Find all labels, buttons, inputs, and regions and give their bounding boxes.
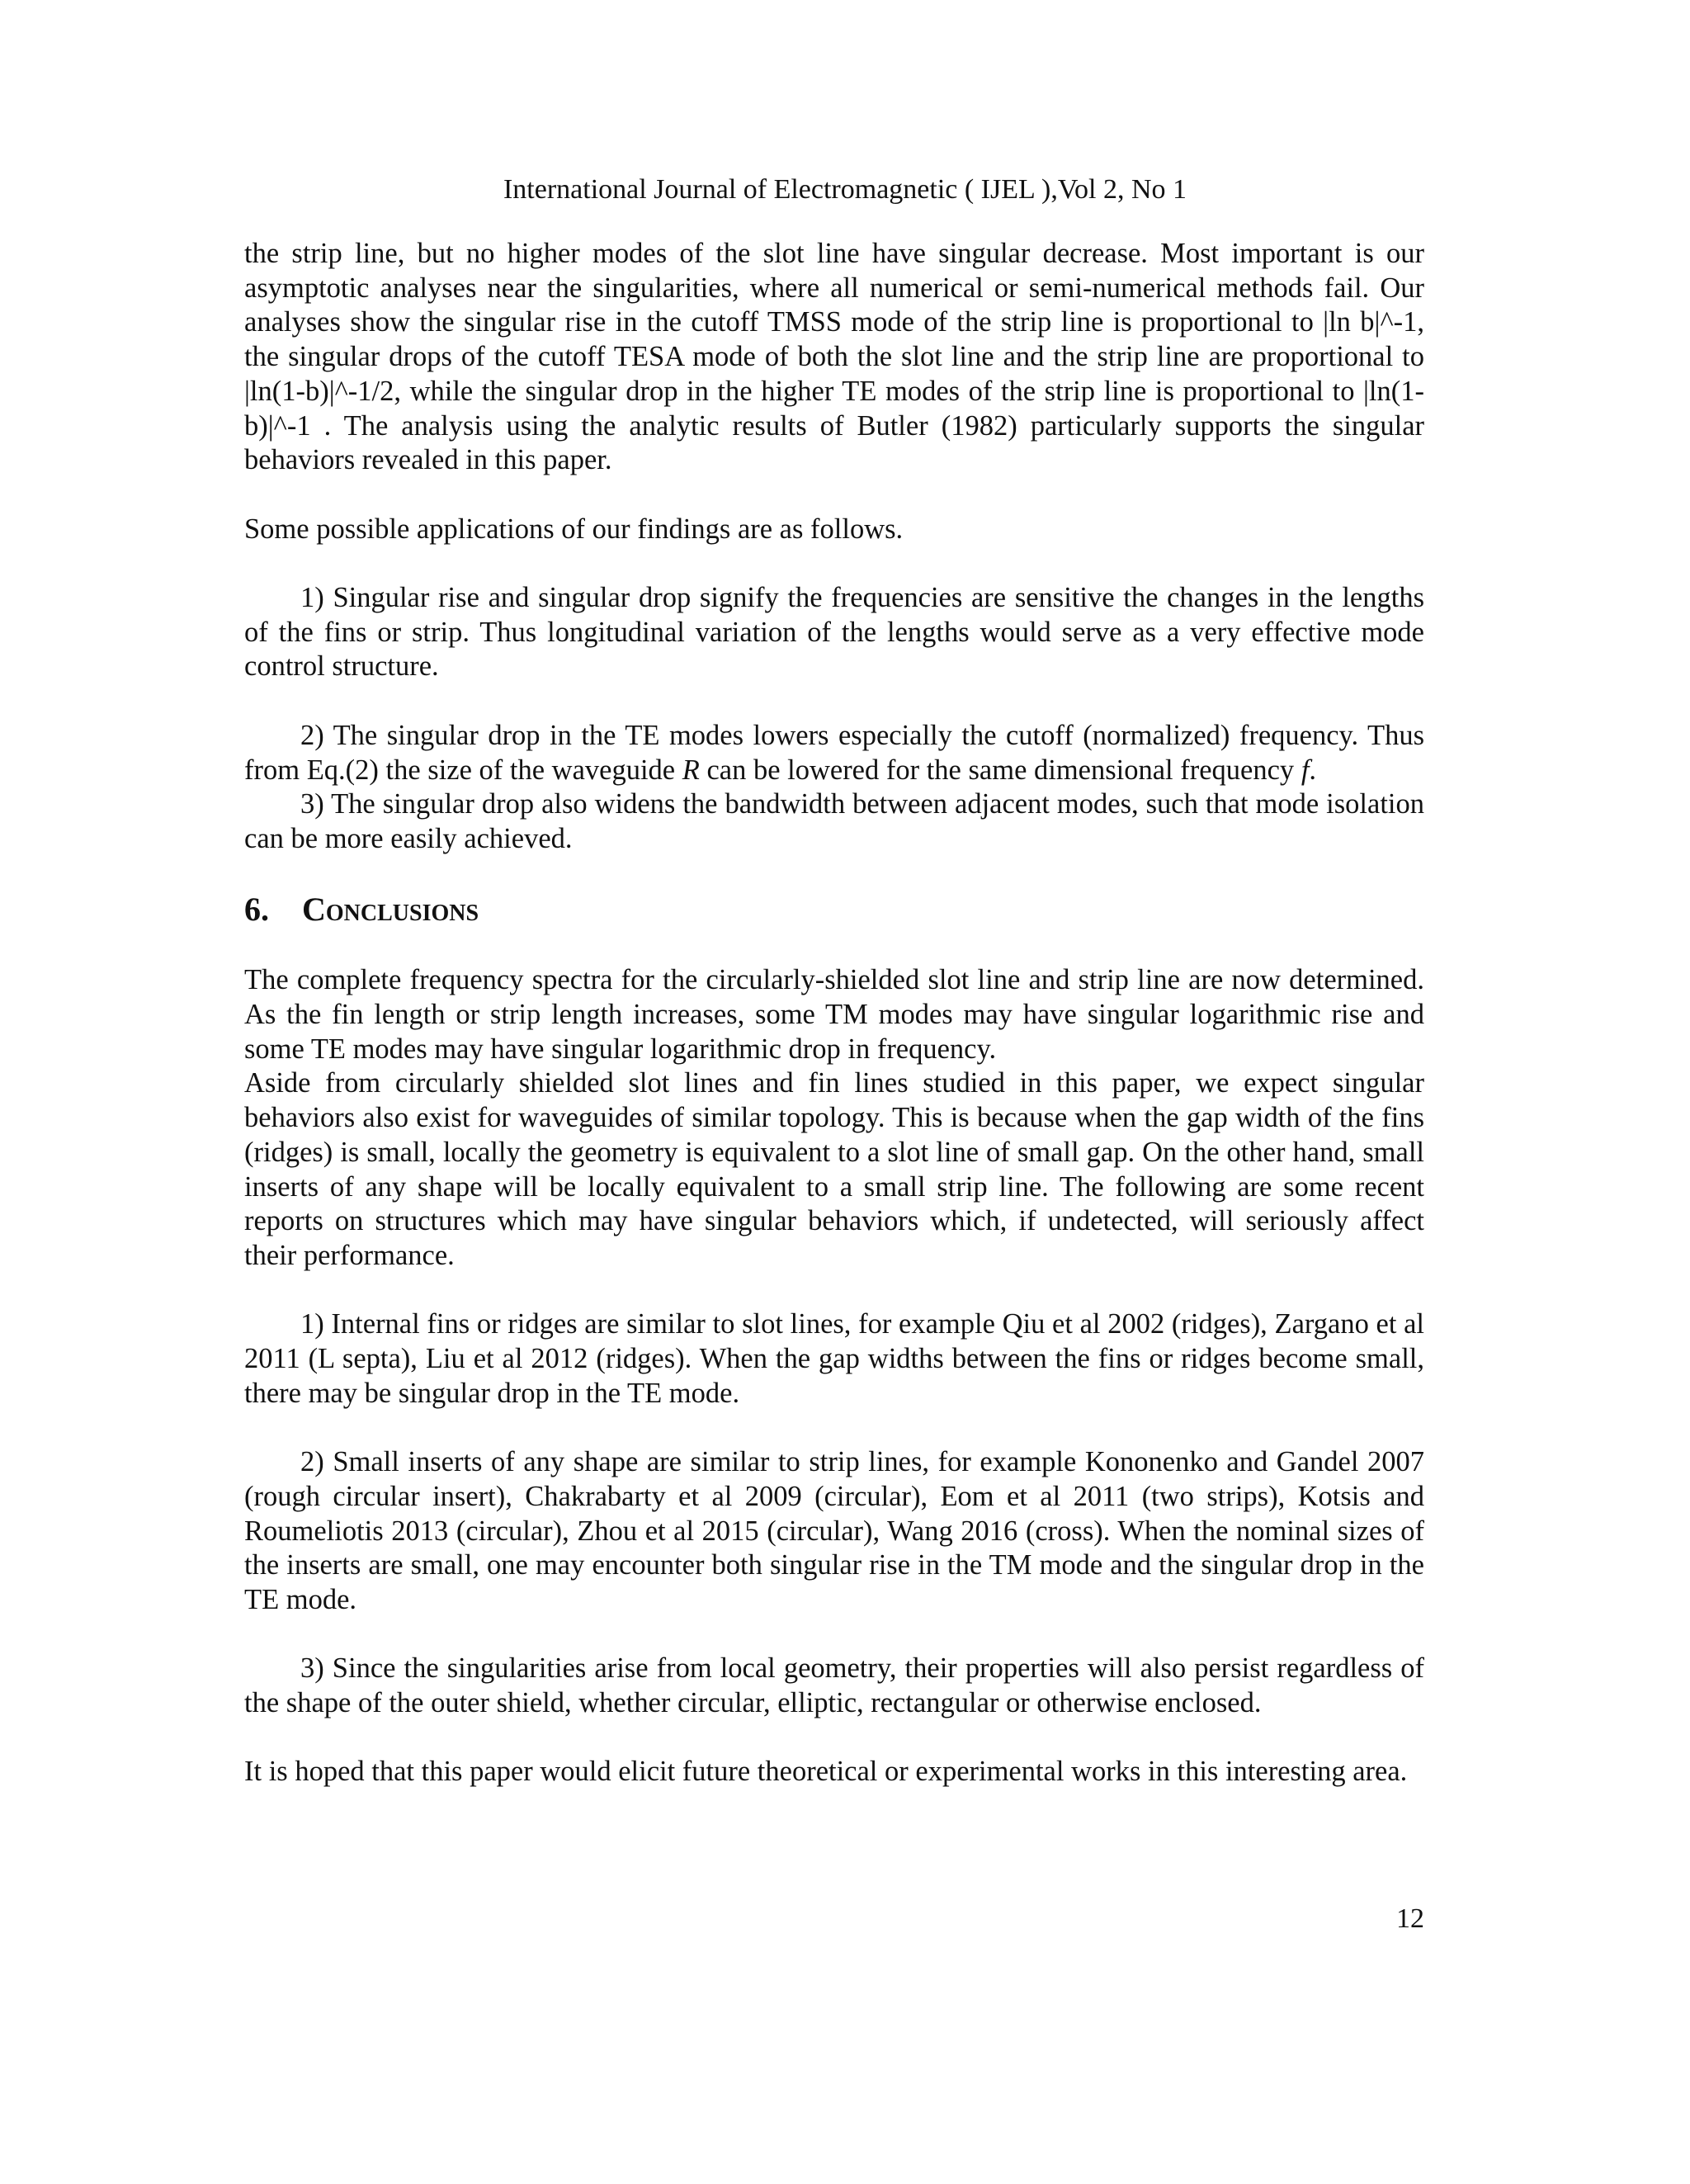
application-item-3: 3) The singular drop also widens the bandwidth between adjacent modes, such that mode isolation can be more easily achieved.: [244, 788, 1424, 854]
symbol-f: f: [1301, 754, 1310, 786]
page-number: 12: [1396, 1903, 1424, 1934]
conclusion-paragraph-1: The complete frequency spectra for the circularly-shielded slot line and strip line are now determined. As the fin length or strip length increases, some TM modes may have singular logarithmic rise and some TE modes may have singular logarithmic drop in frequency.: [244, 964, 1424, 1065]
conclusion-item-2: 2) Small inserts of any shape are similar to strip lines, for example Kononenko and Gandel 2007 (rough circular insert), Chakrabarty et al 2009 (circular), Eom et al 2011 (two strips), Kotsis and Roumeliotis 2013 (circular), Zhou et al 2015 (circular), Wang 2016 (cross). When the nominal sizes of the inserts are small, one may encounter both singular rise in the TM mode and the singular drop in the TE mode.: [244, 1446, 1424, 1615]
running-header: International Journal of Electromagnetic ( IJEL ),Vol 2, No 1: [503, 174, 1187, 205]
conclusion-closing: It is hoped that this paper would elicit future theoretical or experimental works in this interesting area.: [244, 1756, 1408, 1788]
section-title: Conclusions: [302, 890, 479, 928]
conclusion-item-1: 1) Internal fins or ridges are similar to slot lines, for example Qiu et al 2002 (ridges), Zargano et al 2011 (L septa), Liu et al 2012 (ridges). When the gap widths between the fins or ridges become small, there may be singular drop in the TE mode.: [244, 1308, 1424, 1409]
section-heading-conclusions: [244, 890, 1424, 929]
application-item-2: [244, 719, 1424, 787]
application-item-2-text-b: can be lowered for the same dimensional frequency: [699, 754, 1301, 786]
page-body: [244, 237, 1424, 1789]
section-number: 6.: [244, 890, 269, 928]
conclusion-item-3: 3) Since the singularities arise from local geometry, their properties will also persist regardless of the shape of the outer shield, whether circular, elliptic, rectangular or otherwise enclosed.: [244, 1652, 1424, 1719]
application-item-2-text-a: 2) The singular drop in the TE modes lowers especially the cutoff (normalized) frequency. Thus from Eq.(2) the size of the waveguide: [244, 719, 1424, 786]
paragraph-applications-intro: Some possible applications of our findings are as follows.: [244, 513, 904, 545]
application-item-2-text-c: .: [1309, 754, 1317, 786]
paragraph-summary: the strip line, but no higher modes of the slot line have singular decrease. Most important is our asymptotic analyses near the singularities, where all numerical or semi-numerical methods fail. Our analyses show the singular rise in the cutoff TMSS mode of the strip line is proportional to |ln b|^-1, the singular drops of the cutoff TESA mode of both the slot line and the strip line are proportional to |ln(1-b)|^-1/2, while the singular drop in the higher TE modes of the strip line is proportional to |ln(1-b)|^-1 . The analysis using the analytic results of Butler (1982) particularly supports the singular behaviors revealed in this paper.: [244, 238, 1424, 476]
conclusion-paragraph-2: Aside from circularly shielded slot lines and fin lines studied in this paper, we expect singular behaviors also exist for waveguides of similar topology. This is because when the gap width of the fins (ridges) is small, locally the geometry is equivalent to a slot line of small gap. On the other hand, small inserts of any shape will be locally equivalent to a small strip line. The following are some recent reports on structures which may have singular behaviors which, if undetected, will seriously affect their performance.: [244, 1067, 1424, 1271]
application-item-1: 1) Singular rise and singular drop signify the frequencies are sensitive the changes in the lengths of the fins or strip. Thus longitudinal variation of the lengths would serve as a very effective mode control structure.: [244, 582, 1424, 683]
symbol-R: R: [682, 754, 700, 786]
